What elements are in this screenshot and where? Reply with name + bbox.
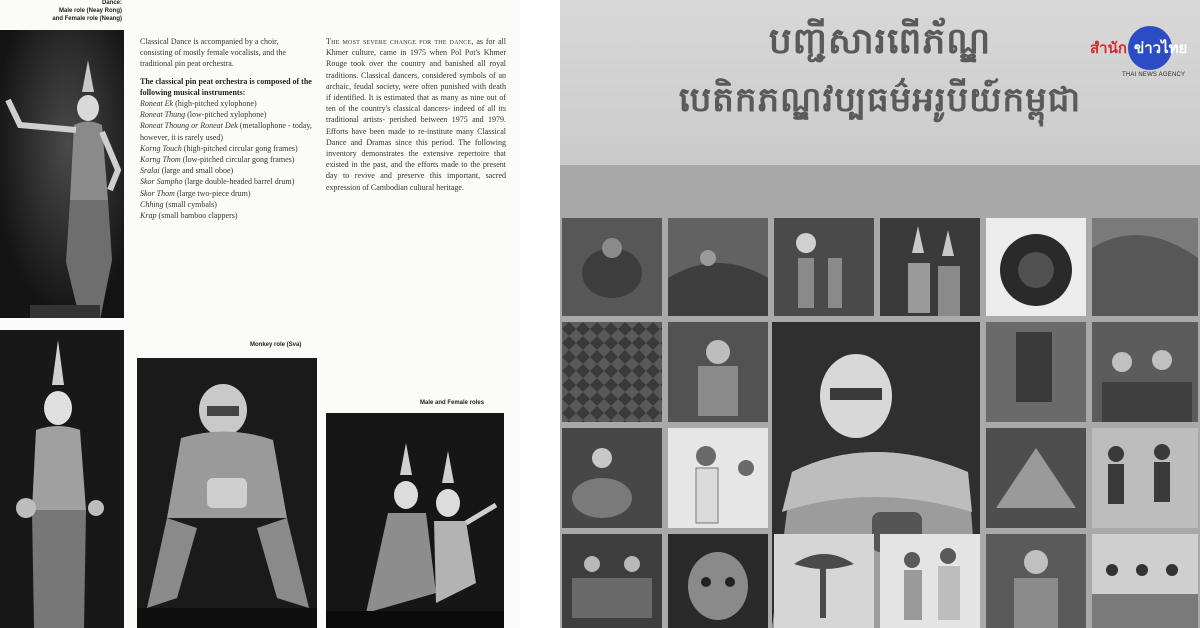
cover-title-line-2: បេតិកភណ្ឌវប្បធម៌អរូបីយ៍កម្ពុជា xyxy=(678,80,1082,120)
book-cover xyxy=(560,0,1200,628)
logo-subtitle: THAI NEWS AGENCY xyxy=(1122,72,1186,78)
instrument-item xyxy=(140,210,312,221)
column-2-body: as for all Khmer culture, came in 1975 when Pol Pot's Khmer Rouge took over the country and banished all royal traditions. Classical dancers, considered symbols of an archaic, feudal society, were often punished with death if identified. It is estimated that as many as nine out of ten of the country's classical dancers- indeed of all its traditional artists- perished between 1975 and 1979. Efforts have been made to re-institute many Classical Dance and Dramas since this period. The following inventory demonstrates the extensive repertoire that existed in the past, and the efforts made to the present day to revive and preserve this important, sacred expression of Cambodian cultural heritage. xyxy=(326,37,507,192)
instrument-name: Roneat Thoung or Roneat Dek xyxy=(140,121,238,131)
instrument-item xyxy=(140,199,312,210)
instrument-name: Skor Sampho xyxy=(140,177,183,187)
cover-photo-tile xyxy=(668,322,768,422)
instrument-desc: (small cymbals) xyxy=(165,199,217,209)
instrument-item xyxy=(140,176,312,187)
text-column-1 xyxy=(140,36,312,221)
column-2-lead: The most severe change for the dance, xyxy=(326,37,474,46)
cover-photo-tile xyxy=(1092,534,1198,628)
cover-photo-tile xyxy=(668,428,768,528)
cover-photo-tile xyxy=(774,218,874,316)
page-gutter xyxy=(520,0,560,628)
intro-paragraph: Classical Dance is accompanied by a choir, consisting of mostly female vocalists, and the traditional pin peat orchestra. xyxy=(140,37,286,69)
instrument-item xyxy=(140,120,312,142)
instrument-name: Sralai xyxy=(140,166,160,176)
instrument-item xyxy=(140,154,312,165)
instrument-item xyxy=(140,98,312,109)
instrument-name: Skor Thom xyxy=(140,188,175,198)
instrument-item xyxy=(140,188,312,199)
cover-photo-tile xyxy=(880,218,980,316)
instrument-name: Roneat Ek xyxy=(140,99,174,109)
photo-male-female-roles xyxy=(326,413,504,628)
dancers-pair-illustration xyxy=(326,413,504,628)
instrument-name: Chhing xyxy=(140,199,164,209)
logo-text-red: สำนัก xyxy=(1090,39,1127,57)
cover-photo-tile xyxy=(1092,428,1198,528)
dancer-illustration xyxy=(0,330,124,628)
instrument-item xyxy=(140,143,312,154)
instrument-desc: (large two-piece drum) xyxy=(176,188,251,198)
instrument-name: Krap xyxy=(140,211,157,221)
photo-monkey-role xyxy=(137,358,317,628)
instrument-desc: (large and small oboe) xyxy=(161,166,234,176)
thai-news-agency-logo xyxy=(1090,22,1190,92)
instrument-desc: (high-pitched circular gong frames) xyxy=(183,143,298,153)
cover-photo-tile xyxy=(668,534,768,628)
cover-photo-tile xyxy=(562,218,662,316)
instrument-name: Roneat Thung xyxy=(140,110,186,120)
instrument-item xyxy=(140,165,312,176)
text-column-2 xyxy=(326,36,506,193)
instrument-desc: (low-pitched circular gong frames) xyxy=(182,155,295,165)
male-female-photo-caption: Male and Female roles xyxy=(420,400,485,406)
photo-female-role xyxy=(0,330,124,628)
cover-photo-tile xyxy=(562,428,662,528)
caption-line: Dance: xyxy=(101,0,122,6)
cover-title-line-1: បញ្ជីសារពើភ័ណ្ឌ xyxy=(768,21,992,62)
cover-photo-tile xyxy=(986,534,1086,628)
instrument-item xyxy=(140,109,312,120)
top-photo-caption xyxy=(38,0,122,23)
instrument-name: Korng Thom xyxy=(140,155,181,165)
cover-photo-tile xyxy=(668,218,768,316)
instrument-desc: (low-pitched xylophone) xyxy=(187,110,267,120)
cover-photo-tile xyxy=(1092,322,1198,422)
monkey-dancer-illustration xyxy=(137,358,317,628)
cover-photo-tile xyxy=(986,428,1086,528)
dancer-illustration xyxy=(0,30,124,318)
orchestra-heading: The classical pin peat orchestra is composed of the following musical instruments: xyxy=(140,76,312,97)
photo-male-female-role xyxy=(0,30,124,318)
instrument-desc: (small bamboo clappers) xyxy=(158,211,238,221)
cover-photo-tile xyxy=(1092,218,1198,316)
instrument-desc: (high-pitched xylophone) xyxy=(175,99,257,109)
instrument-list xyxy=(140,98,312,221)
instrument-desc: (large double-headed barrel drum) xyxy=(184,177,295,187)
cover-photo-tile xyxy=(880,534,980,628)
cover-photo-tile xyxy=(562,534,662,628)
caption-line: Male role (Neay Rong) xyxy=(58,7,122,14)
instrument-name: Korng Touch xyxy=(140,143,182,153)
cover-photo-tile xyxy=(986,322,1086,422)
cover-photo-tile xyxy=(562,322,662,422)
logo-text-white: ข่าวไทย xyxy=(1134,39,1188,57)
book-left-page xyxy=(0,0,520,628)
caption-line: and Female role (Neang) xyxy=(52,15,122,22)
monkey-photo-caption: Monkey role (Sva) xyxy=(250,342,302,348)
cover-photo-tile xyxy=(774,534,874,628)
instrument-desc: (metallophone - today, however, it is rarely used) xyxy=(140,121,312,142)
cover-photo-tile xyxy=(986,218,1086,316)
